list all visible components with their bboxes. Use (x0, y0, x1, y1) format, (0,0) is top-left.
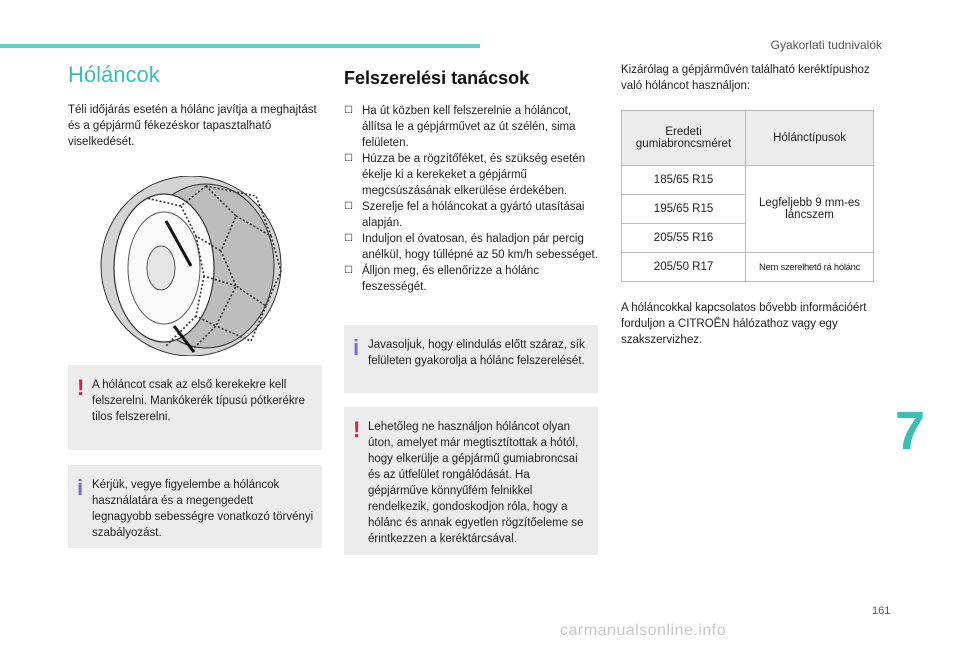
checkbox-bullet-icon: ☐ (344, 153, 353, 164)
checkbox-bullet-icon: ☐ (344, 265, 353, 276)
checkbox-bullet-icon: ☐ (344, 105, 353, 116)
table-cell: 185/65 R15 (622, 166, 746, 195)
column-snow-chains (68, 62, 323, 356)
exclamation-icon: ! (77, 375, 85, 400)
column-installation-tips (344, 62, 600, 295)
list-item: ☐ Szerelje fel a hóláncokat a gyártó utasításai alapján. (344, 201, 585, 229)
table-header: Eredeti gumiabroncsméret (622, 111, 746, 166)
table-cell: 195/65 R15 (622, 195, 746, 224)
wheel-illustration (86, 176, 291, 356)
chain-size-table (621, 110, 874, 282)
list-item: ☐ Húzza be a rögzítőféket, és szükség esetén ékelje ki a kerekeket a gépjármű megcsúszásának elkerülése érdekében. (344, 153, 586, 197)
warning-text: Lehetőleg ne használjon hóláncot olyan úton, amelyet már megtisztítottak a hótól, hogy elkerülje a gépjármű gumiabroncsai és az útfelület rongálódását. Ha gépjárműve könnyűfém felnikkel rendelkezik, gondoskodjon róla, hogy a hólánc és annak egyetlen rögzítőeleme se érintkezzen a keréktárcsával. (368, 421, 584, 545)
table-row (622, 253, 874, 282)
table-cell: Nem szerelhető rá hólánc (746, 253, 874, 282)
list-item: ☐ Induljon el óvatosan, és haladjon pár percig anélkül, hogy túllépné az 50 km/h sebességet. (344, 233, 598, 261)
watermark: carmanualsonline.info (560, 622, 727, 639)
intro-text: Téli időjárás esetén a hólánc javítja a meghajtást és a gépjármű fékezéskor tapasztalható viselkedését. (68, 104, 317, 148)
warning-box-clean-roads (344, 407, 598, 555)
info-icon: i (353, 335, 360, 360)
table-cell: 205/55 R16 (622, 224, 746, 253)
snow-chain-wheel-icon (86, 176, 291, 356)
checkbox-bullet-icon: ☐ (344, 233, 353, 244)
list-item: ☐ Ha út közben kell felszerelnie a hóláncot, állítsa le a gépjárművet az út szélén, sima felületen. (344, 105, 576, 149)
outro-text: A hóláncokkal kapcsolatos bővebb információért forduljon a CITROËN hálózathoz vagy egy szakszervizhez. (621, 302, 867, 346)
list-item: ☐ Álljon meg, és ellenőrizze a hólánc feszességét. (344, 265, 540, 293)
table-cell: Legfeljebb 9 mm-es láncszem (746, 166, 874, 253)
tips-title: Felszerelési tanácsok (344, 68, 530, 88)
chapter-number: 7 (895, 401, 926, 461)
column-chain-types (621, 62, 876, 348)
warning-box-front-wheels (68, 365, 322, 450)
top-accent-bar (0, 44, 480, 48)
info-box-regulations (68, 465, 322, 548)
exclamation-icon: ! (353, 417, 361, 442)
info-icon: i (77, 475, 84, 500)
table-header: Hólánctípusok (746, 111, 874, 166)
page-number: 161 (872, 605, 891, 617)
info-text: Javasoljuk, hogy elindulás előtt száraz, sík felületen gyakorolja a hólánc felszerelését. (368, 339, 585, 367)
table-row (622, 166, 874, 195)
checkbox-bullet-icon: ☐ (344, 201, 353, 212)
table-intro: Kizárólag a gépjárművén található keréktípushoz való hóláncot használjon: (621, 64, 870, 92)
info-text: Kérjük, vegye figyelembe a hóláncok használatára és a megengedett legnagyobb sebességre vonatkozó törvényi szabályozást. (92, 479, 314, 539)
tips-list (344, 103, 600, 295)
table-cell: 205/50 R17 (622, 253, 746, 282)
section-header: Gyakorlati tudnivalók (770, 38, 882, 52)
info-box-practice (344, 325, 598, 393)
page-title: Hóláncok (68, 62, 160, 87)
warning-text: A hóláncot csak az első kerekekre kell felszerelni. Mankókerék típusú pótkerékre tilos felszerelni. (92, 379, 305, 423)
